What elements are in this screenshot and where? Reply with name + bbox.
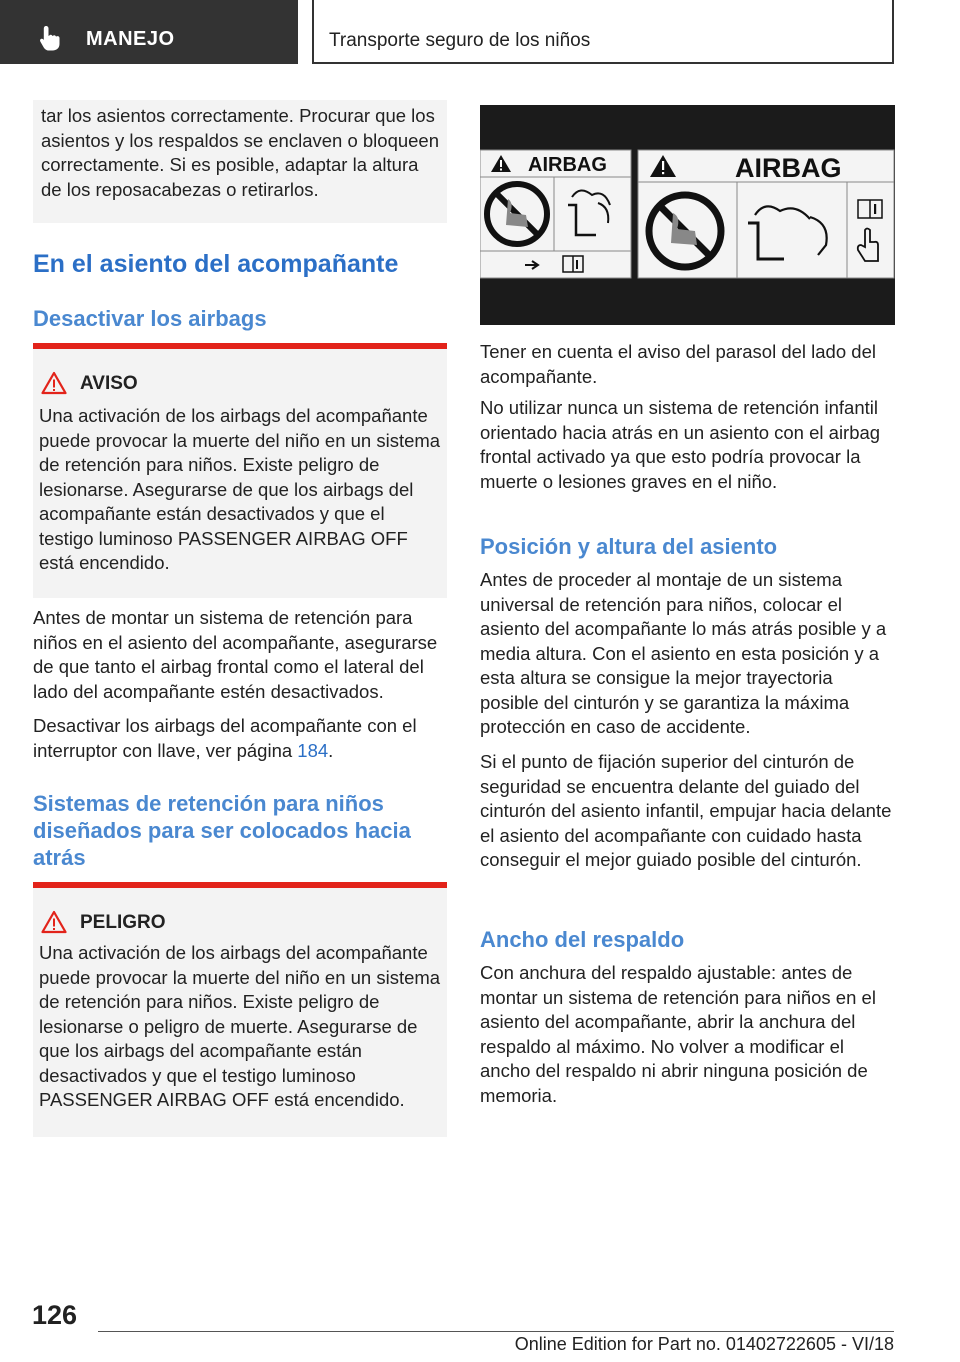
paragraph-with-reference xyxy=(33,714,447,763)
warning-box-aviso xyxy=(33,343,447,598)
paragraph: Antes de montar un sistema de retención para niños en el asiento del acompañante, asegurarse de que tanto el airbag frontal como el lateral del lado del acompañante estén desactivados. xyxy=(33,607,438,702)
warning-text: Una activación de los airbags del acompañante puede provocar la muerte del niño en un sistema de retención para niños. Existe peligro de lesionarse o peligro de muerte. Asegurarse de que los airbags del acompañante están desactivados y que el testigo luminoso PASSENGER AIRBAG OFF está encendido. xyxy=(39,942,441,1110)
section-label: MANEJO xyxy=(86,28,175,50)
heading-seat-position: Posición y altura del asiento xyxy=(480,534,778,559)
warning-bar xyxy=(33,343,447,349)
intro-box xyxy=(33,100,447,223)
paragraph-text: Desactivar los airbags del acompañante con el interruptor con llave, ver página xyxy=(33,715,417,761)
paragraph: No utilizar nunca un sistema de retención infantil orientado hacia atrás en un asiento con el airbag frontal activado ya que esto podría provocar la muerte o lesiones graves en el niño. xyxy=(480,397,881,492)
warning-text: Una activación de los airbags del acompañante puede provocar la muerte del niño en un sistema de retención para niños. Existe peligro de lesionarse. Asegurarse de que los airbags del acompañante están desactivados y que el testigo luminoso PASSENGER AIRBAG OFF está encendido. xyxy=(39,405,441,573)
airbag-label-large-text: AIRBAG xyxy=(735,153,842,183)
warning-title: PELIGRO xyxy=(80,912,166,933)
heading-backrest-width: Ancho del respaldo xyxy=(480,927,685,952)
warning-bar xyxy=(33,882,447,888)
edition-footer: Online Edition for Part no. 01402722605 - VI/18 xyxy=(514,1334,894,1354)
footer-divider xyxy=(98,1331,894,1332)
chapter-header xyxy=(312,0,894,64)
section-tab xyxy=(0,0,298,64)
warning-title: AVISO xyxy=(80,373,138,394)
warning-triangle-icon xyxy=(41,910,67,934)
airbag-warning-label-illustration xyxy=(480,105,895,325)
intro-text: tar los asientos correctamente. Procurar que los asientos y los respaldos se enclaven o bloqueen correctamente. Si es posible, adaptar la altura de los reposacabezas o retirarlos. xyxy=(41,105,440,200)
paragraph: Con anchura del respaldo ajustable: antes de montar un sistema de retención para niños en el asiento del acompañante, abrir la anchura del respaldo al máximo. No volver a modificar el ancho del respaldo ni abrir ninguna posición de memoria. xyxy=(480,962,876,1106)
airbag-label-small-text: AIRBAG xyxy=(528,154,607,176)
warning-triangle-icon xyxy=(41,371,67,395)
paragraph: Si el punto de fijación superior del cinturón de seguridad se encuentra delante del guiado del cinturón del asiento infantil, empujar hacia delante el asiento del acompañante con cuidado hasta conseguir el mejor guiado posible del cinturón. xyxy=(480,751,892,870)
heading-passenger-seat: En el asiento del acompañante xyxy=(33,250,399,278)
paragraph-end: . xyxy=(328,739,334,761)
heading-deactivate-airbags: Desactivar los airbags xyxy=(33,306,267,331)
paragraph: Tener en cuenta el aviso del parasol del lado del acompañante. xyxy=(480,341,876,387)
heading-rear-facing-seats: Sistemas de retención para niños diseñados para ser colocados hacia atrás xyxy=(33,791,411,870)
page-reference-link[interactable]: 184 xyxy=(297,739,329,761)
page-number: 126 xyxy=(32,1300,78,1330)
hand-icon xyxy=(38,24,64,52)
warning-box-peligro xyxy=(33,882,447,1137)
airbag-label-image xyxy=(480,105,895,325)
paragraph: Antes de proceder al montaje de un sistema universal de retención para niños, colocar el asiento del acompañante lo más atrás posible y a media altura. Con el asiento en esta posición y a esta altura se consigue la mejor trayectoria posible del cinturón y se garantiza la máxima protección en caso de accidente. xyxy=(480,569,887,737)
chapter-title: Transporte seguro de los niños xyxy=(329,30,591,51)
